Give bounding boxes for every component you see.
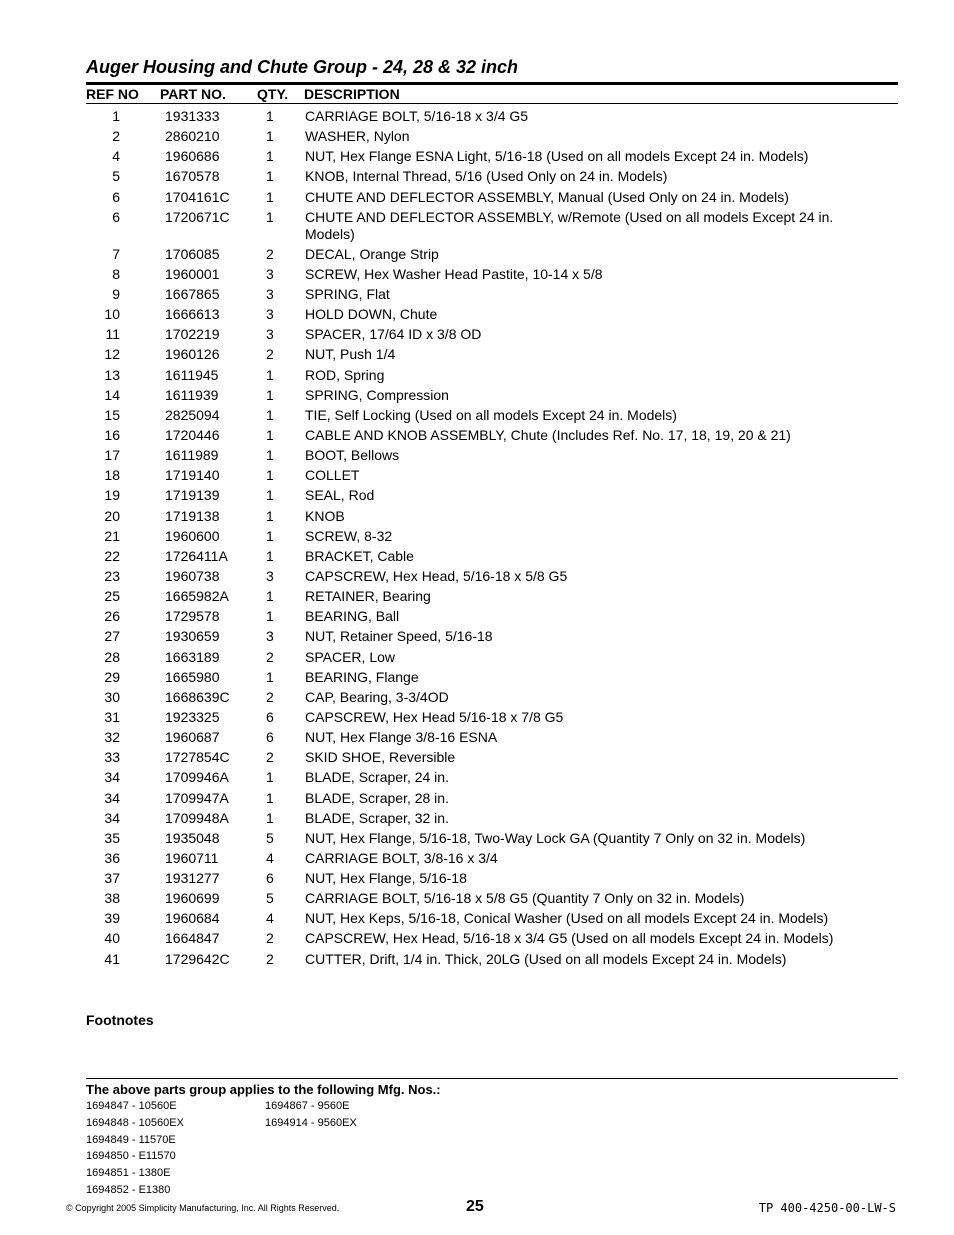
mfg-number: 1694867 - 9560E [265,1100,350,1112]
qty-cell: 2 [266,648,274,665]
table-row [0,207,954,244]
ref-no-cell: 36 [104,849,120,866]
ref-no-cell: 39 [104,910,120,927]
qty-cell: 5 [266,890,274,907]
mfg-number: 1694850 - E11570 [86,1150,176,1163]
description-cell: BLADE, Scraper, 32 in. [305,809,449,826]
qty-cell: 2 [266,950,274,967]
copyright: © Copyright 2005 Simplicity Manufacturing, Inc. All Rights Reserved. [66,1203,340,1213]
part-no-cell: 1720446 [165,426,220,443]
part-no-cell: 1719140 [165,467,220,484]
ref-no-cell: 34 [104,789,120,806]
mfg-rule [86,1078,898,1079]
header-part-no: PART NO. [160,86,226,102]
part-no-cell: 1960738 [165,567,220,584]
qty-cell: 1 [266,769,274,786]
qty-cell: 1 [266,467,274,484]
qty-cell: 3 [266,306,274,323]
qty-cell: 1 [266,406,274,423]
part-no-cell: 1960126 [165,346,220,363]
table-row [0,767,954,787]
qty-cell: 2 [266,346,274,363]
description-cell: HOLD DOWN, Chute [305,306,438,323]
qty-cell: 4 [266,910,274,927]
qty-cell: 3 [266,326,274,343]
description-cell: CUTTER, Drift, 1/4 in. Thick, 20LG (Used on all models Except 24 in. Models) [305,950,787,967]
table-row [0,187,954,207]
qty-cell: 1 [266,188,274,205]
table-row [0,888,954,908]
part-no-cell: 1611945 [165,366,219,383]
part-no-cell: 1611989 [165,447,219,464]
ref-no-cell: 22 [104,547,120,564]
ref-no-cell: 17 [104,447,120,464]
part-no-cell: 2860210 [165,128,220,145]
ref-no-cell: 14 [104,386,120,403]
description-cell: SEAL, Rod [305,487,375,504]
part-no-cell: 1960600 [165,527,220,544]
table-row [0,626,954,646]
qty-cell: 1 [266,588,274,605]
part-no-cell: 1706085 [165,245,220,262]
ref-no-cell: 27 [104,628,120,645]
table-row [0,747,954,767]
footnotes-label: Footnotes [86,1012,154,1028]
description-cell: NUT, Hex Flange, 5/16-18, Two-Way Lock GA (Quantity 7 Only on 32 in. Models) [305,829,806,846]
table-row [0,304,954,324]
description-cell: SPACER, 17/64 ID x 3/8 OD [305,326,482,343]
page-number: 25 [466,1198,484,1215]
qty-cell: 5 [266,829,274,846]
ref-no-cell: 6 [112,208,120,225]
header-qty: QTY. [257,86,289,102]
table-row [0,244,954,264]
part-no-cell: 1709947A [165,789,229,806]
ref-no-cell: 8 [112,265,120,282]
table-row [0,405,954,425]
ref-no-cell: 4 [112,148,120,165]
table-row [0,727,954,747]
description-cell: NUT, Hex Flange, 5/16-18 [305,870,467,887]
ref-no-cell: 7 [112,245,120,262]
description-cell: CARRIAGE BOLT, 5/16-18 x 5/8 G5 (Quantity 7 Only on 32 in. Models) [305,890,745,907]
description-cell: NUT, Hex Keps, 5/16-18, Conical Washer (Used on all models Except 24 in. Models) [305,910,829,927]
qty-cell: 1 [266,487,274,504]
part-no-cell: 1960687 [165,729,220,746]
qty-cell: 3 [266,567,274,584]
table-row [0,908,954,928]
qty-cell: 1 [266,547,274,564]
qty-cell: 2 [266,930,274,947]
description-cell: BLADE, Scraper, 24 in. [305,769,449,786]
description-cell: CAPSCREW, Hex Head, 5/16-18 x 3/4 G5 (Used on all models Except 24 in. Models) [305,930,834,947]
description-cell: DECAL, Orange Strip [305,245,439,262]
table-row [0,788,954,808]
description-cell: SPRING, Flat [305,285,390,302]
part-no-cell: 1960699 [165,890,220,907]
qty-cell: 1 [266,527,274,544]
table-row [0,425,954,445]
page-title: Auger Housing and Chute Group - 24, 28 & 32 inch [86,57,519,77]
ref-no-cell: 29 [104,668,120,685]
description-cell: CARRIAGE BOLT, 5/16-18 x 3/4 G5 [305,108,529,124]
description-cell: CAPSCREW, Hex Head, 5/16-18 x 5/8 G5 [305,567,568,584]
qty-cell: 1 [266,507,274,524]
description-cell: CHUTE AND DEFLECTOR ASSEMBLY, Manual (Used Only on 24 in. Models) [305,188,789,205]
part-no-cell: 1709948A [165,809,229,826]
table-row [0,848,954,868]
part-no-cell: 1960711 [165,849,219,866]
qty-cell: 4 [266,849,274,866]
qty-cell: 1 [266,447,274,464]
part-no-cell: 1664847 [165,930,220,947]
part-no-cell: 1729578 [165,608,220,625]
table-row [0,344,954,364]
ref-no-cell: 19 [104,487,120,504]
qty-cell: 1 [266,366,274,383]
table-row [0,526,954,546]
description-cell: NUT, Hex Flange ESNA Light, 5/16-18 (Used on all models Except 24 in. Models) [305,148,809,165]
table-row [0,506,954,526]
description-cell: SPRING, Compression [305,386,449,403]
table-row [0,385,954,405]
ref-no-cell: 26 [104,608,120,625]
part-no-cell: 1960684 [165,910,220,927]
mfg-title: The above parts group applies to the following Mfg. Nos.: [86,1082,441,1097]
part-no-cell: 1960001 [165,265,220,282]
table-row [0,808,954,828]
part-no-cell: 1709946A [165,769,229,786]
header-rule [86,103,898,104]
description-cell: CARRIAGE BOLT, 3/8-16 x 3/4 [305,849,498,866]
description-cell: CABLE AND KNOB ASSEMBLY, Chute (Includes Ref. No. 17, 18, 19, 20 & 21) [305,426,791,443]
part-no-cell: 1670578 [165,168,220,185]
document-id: TP 400-4250-00-LW-S [758,1201,896,1215]
description-cell: CHUTE AND DEFLECTOR ASSEMBLY, w/Remote (Used on all models Except 24 in. Models) [305,208,834,242]
description-cell: SCREW, Hex Washer Head Pastite, 10-14 x 5/8 [305,265,603,282]
ref-no-cell: 15 [104,406,120,423]
table-row [0,166,954,186]
ref-no-cell: 34 [104,769,120,786]
table-row [0,485,954,505]
mfg-number: 1694847 - 10560E [86,1100,177,1112]
table-row [0,687,954,707]
ref-no-cell: 41 [104,950,120,967]
mfg-number: 1694914 - 9560EX [265,1116,357,1129]
ref-no-cell: 32 [104,729,120,746]
qty-cell: 6 [266,708,274,725]
description-cell: KNOB, Internal Thread, 5/16 (Used Only on 24 in. Models) [305,168,668,185]
qty-cell: 3 [266,265,274,282]
part-no-cell: 1726411A [165,547,228,564]
table-row [0,707,954,727]
ref-no-cell: 37 [104,870,120,887]
table-row [0,949,954,969]
description-cell: BRACKET, Cable [305,547,414,564]
description-cell: NUT, Hex Flange 3/8-16 ESNA [305,729,498,746]
part-no-cell: 1665982A [165,588,229,605]
part-no-cell: 1931277 [165,870,220,887]
qty-cell: 1 [266,168,274,185]
ref-no-cell: 2 [112,128,120,145]
ref-no-cell: 33 [104,749,120,766]
table-row [0,546,954,566]
ref-no-cell: 31 [104,708,120,725]
table-row [0,324,954,344]
ref-no-cell: 38 [104,890,120,907]
part-no-cell: 1667865 [165,285,220,302]
mfg-number: 1694851 - 1380E [86,1167,171,1180]
part-no-cell: 1923325 [165,708,220,725]
ref-no-cell: 9 [112,285,120,302]
part-no-cell: 1930659 [165,628,220,645]
ref-no-cell: 40 [104,930,120,947]
part-no-cell: 2825094 [165,406,220,423]
ref-no-cell: 18 [104,467,120,484]
table-row [0,445,954,465]
ref-no-cell: 30 [104,688,120,705]
qty-cell: 3 [266,285,274,302]
description-cell: CAPSCREW, Hex Head 5/16-18 x 7/8 G5 [305,708,564,725]
part-no-cell: 1720671C [165,208,230,225]
part-no-cell: 1668639C [165,688,230,705]
ref-no-cell: 21 [104,527,120,544]
ref-no-cell: 20 [104,507,120,524]
ref-no-cell: 25 [104,588,120,605]
description-cell: BEARING, Flange [305,668,419,685]
part-no-cell: 1665980 [165,668,220,685]
mfg-number: 1694852 - E1380 [86,1183,171,1196]
qty-cell: 1 [266,128,274,145]
qty-cell: 1 [266,809,274,826]
description-cell: BLADE, Scraper, 28 in. [305,789,449,806]
part-no-cell: 1663189 [165,648,220,665]
ref-no-cell: 13 [104,366,120,383]
description-cell: SPACER, Low [305,648,395,665]
part-no-cell: 1935048 [165,829,220,846]
table-row [0,465,954,485]
ref-no-cell: 12 [104,346,120,363]
ref-no-cell: 10 [104,306,120,323]
description-cell: NUT, Push 1/4 [305,346,396,363]
table-row [0,566,954,586]
qty-cell: 2 [266,245,274,262]
table-row [0,264,954,284]
description-cell: RETAINER, Bearing [305,588,431,605]
description-cell: ROD, Spring [305,366,385,383]
description-cell: CAP, Bearing, 3-3/4OD [305,688,449,705]
qty-cell: 1 [266,148,274,165]
part-no-cell: 1960686 [165,148,220,165]
ref-no-cell: 34 [104,809,120,826]
qty-cell: 1 [266,426,274,443]
description-cell: KNOB [305,507,345,524]
table-row [0,106,954,126]
table-row [0,146,954,166]
mfg-number: 1694848 - 10560EX [86,1116,184,1129]
qty-cell: 1 [266,789,274,806]
table-row [0,606,954,626]
description-cell: COLLET [305,467,360,484]
table-row [0,667,954,687]
title-rule [86,82,898,85]
table-row [0,828,954,848]
table-row [0,284,954,304]
ref-no-cell: 1 [112,108,120,124]
part-no-cell: 1729642C [165,950,230,967]
description-cell: BEARING, Ball [305,608,400,625]
part-no-cell: 1611939 [165,386,219,403]
description-cell: TIE, Self Locking (Used on all models Except 24 in. Models) [305,406,677,423]
qty-cell: 6 [266,729,274,746]
ref-no-cell: 6 [112,188,120,205]
mfg-number: 1694849 - 11570E [86,1133,176,1146]
qty-cell: 2 [266,749,274,766]
qty-cell: 1 [266,386,274,403]
qty-cell: 1 [266,668,274,685]
table-row [0,365,954,385]
description-cell: SKID SHOE, Reversible [305,749,456,766]
ref-no-cell: 28 [104,648,120,665]
parts-table [0,106,954,969]
qty-cell: 1 [266,208,274,225]
qty-cell: 1 [266,608,274,625]
qty-cell: 1 [266,108,274,124]
table-row [0,868,954,888]
ref-no-cell: 35 [104,829,120,846]
part-no-cell: 1666613 [165,306,220,323]
part-no-cell: 1704161C [165,188,230,205]
description-cell: BOOT, Bellows [305,447,400,464]
qty-cell: 3 [266,628,274,645]
table-row [0,928,954,948]
ref-no-cell: 11 [105,326,120,343]
part-no-cell: 1727854C [165,749,230,766]
ref-no-cell: 16 [104,426,120,443]
part-no-cell: 1719139 [165,487,220,504]
description-cell: NUT, Retainer Speed, 5/16-18 [305,628,493,645]
part-no-cell: 1931333 [165,108,220,124]
description-cell: WASHER, Nylon [305,128,410,145]
table-row [0,126,954,146]
ref-no-cell: 5 [112,168,120,185]
part-no-cell: 1719138 [165,507,220,524]
table-row [0,647,954,667]
qty-cell: 6 [266,870,274,887]
header-description: DESCRIPTION [304,86,400,102]
ref-no-cell: 23 [104,567,120,584]
mfg-list-col1 [86,1100,184,1201]
header-ref-no: REF NO [86,86,139,102]
table-row [0,586,954,606]
part-no-cell: 1702219 [165,326,220,343]
mfg-list-col2 [265,1100,357,1134]
description-cell: SCREW, 8-32 [305,527,393,544]
qty-cell: 2 [266,688,274,705]
